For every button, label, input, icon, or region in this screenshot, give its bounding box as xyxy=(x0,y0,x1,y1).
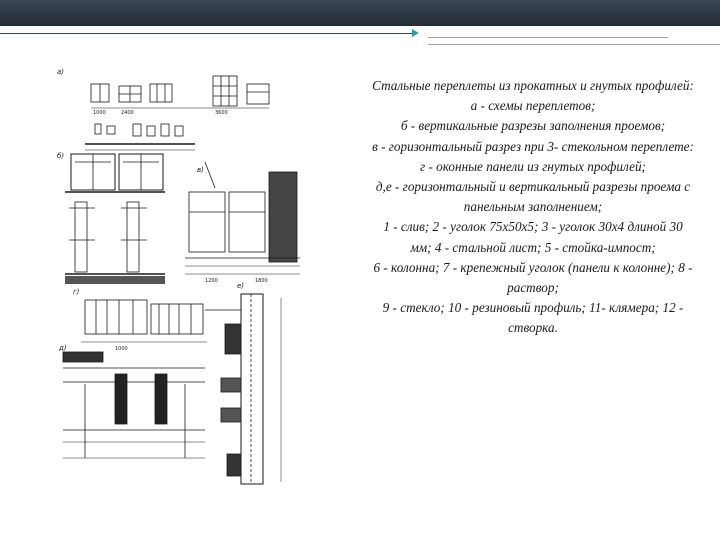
figure-label-e: е) xyxy=(237,282,245,290)
technical-drawing xyxy=(55,62,310,487)
caption-line: б - вертикальные разрезы заполнения проемов; xyxy=(400,118,666,134)
header-rule-left xyxy=(0,33,414,34)
figure-label-a: а) xyxy=(57,68,65,76)
header-accent-marker xyxy=(412,29,419,37)
caption-line: в - горизонтальный разрез при 3- стекольном переплете: xyxy=(372,138,694,154)
caption-line: д,е - горизонтальный и вертикальный разрезы проема с панельным заполнением; xyxy=(375,179,691,215)
caption-line: а - схемы переплетов; xyxy=(470,98,596,114)
dim-label: 1800 xyxy=(255,278,268,284)
figure-label-g: г) xyxy=(73,288,80,296)
caption-title: Стальные переплеты из прокатных и гнутых профилей: xyxy=(372,78,694,93)
header-rule-right-upper xyxy=(428,37,668,38)
header-rule-right-lower xyxy=(428,44,720,45)
caption-legend: 9 - стекло; 10 - резиновый профиль; 11- клямера; 12 - створка. xyxy=(382,300,684,336)
figure-caption xyxy=(372,76,694,339)
dim-label: 3600 xyxy=(215,110,228,116)
caption-legend: 1 - слив; 2 - уголок 75х50х5; 3 - уголок 30х4 длиной 30 мм; 4 - стальной лист; 5 - стойка-импост; xyxy=(383,219,683,255)
figure-label-v: в) xyxy=(197,166,204,174)
dim-label: 1200 xyxy=(205,278,218,284)
dim-label: 1000 xyxy=(115,346,128,352)
dim-label: 1000 xyxy=(93,110,106,116)
slide-top-bar xyxy=(0,0,720,26)
caption-line: г - оконные панели из гнутых профилей; xyxy=(420,158,646,174)
figure-label-b: б) xyxy=(57,152,65,160)
dim-label: 2400 xyxy=(121,110,134,116)
figure-label-d: д) xyxy=(59,344,67,352)
caption-legend: 6 - колонна; 7 - крепежный уголок (панели к колонне); 8 - раствор; xyxy=(373,259,693,296)
